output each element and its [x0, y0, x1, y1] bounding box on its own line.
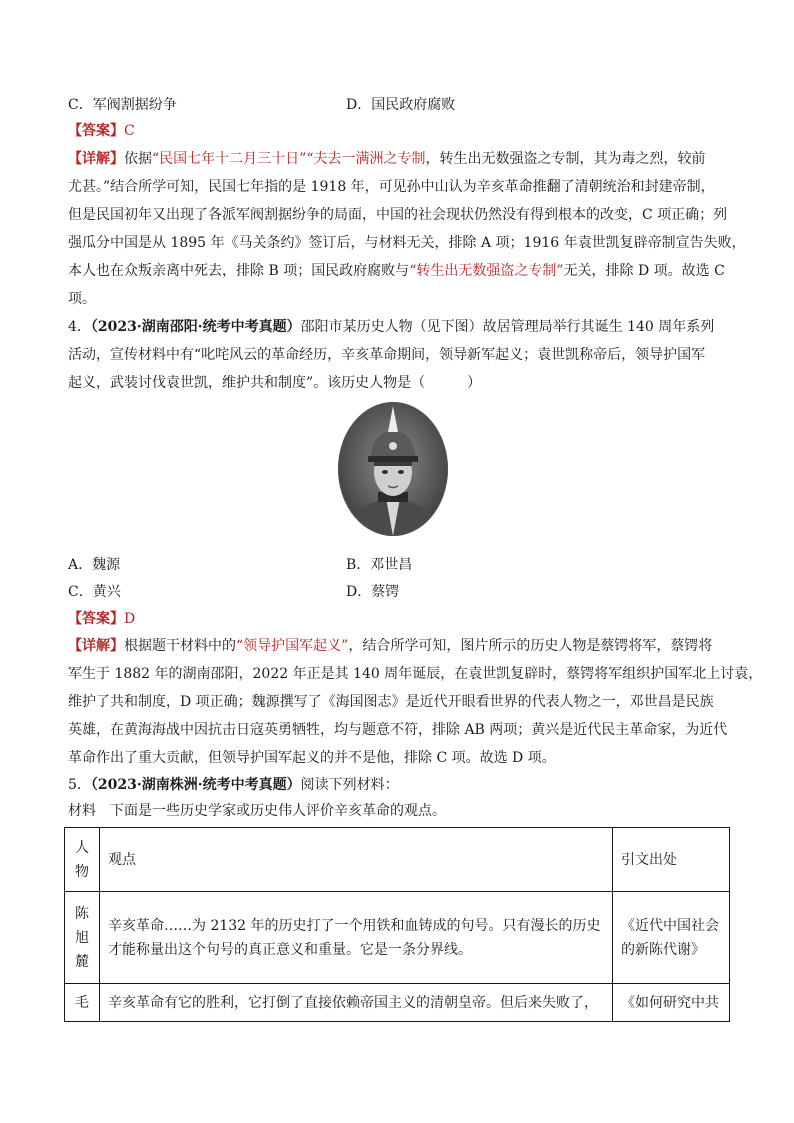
table-row	[65, 892, 730, 984]
q3-detail-line-6: 项。	[68, 291, 96, 307]
answer-value: D	[124, 611, 136, 627]
question-number: 5．	[68, 777, 91, 793]
q4-option-b: B．邓世昌	[346, 557, 413, 573]
q4-detail-line-4: 英雄，在黄海海战中因抗击日寇英勇牺牲，均与题意不符，排除 AB 两项；黄兴是近代民主革命家，为近代	[68, 722, 728, 738]
person-cell: 陈旭麓	[65, 892, 100, 984]
source-cell: 《如何研究中共	[613, 984, 730, 1022]
q3-detail-line-1	[68, 149, 705, 169]
q3-detail-line-2: 尤甚。”结合所学可知，民国七年指的是 1918 年，可见孙中山认为辛亥革命推翻了清朝统治和封建帝制，	[68, 179, 715, 195]
header-cell: 引文出处	[613, 828, 730, 892]
q5-stem	[68, 775, 399, 795]
question-source: （2023·湖南株洲·统考中考真题）	[90, 777, 301, 793]
viewpoint-cell: 辛亥革命……为 2132 年的历史打了一个用铁和血铸成的句号。只有漫长的历史才能称量出这个句号的真正意义和重量。它是一条分界线。	[100, 892, 613, 984]
q4-option-d: D．蔡锷	[346, 584, 400, 600]
table-header-row	[65, 828, 730, 892]
answer-tag: 【答案】	[68, 611, 124, 627]
q4-detail-line-3: 维护了共和制度，D 项正确；魏源撰写了《海国图志》是近代开眼看世界的代表人物之一，邓世昌是民族	[68, 694, 714, 710]
q4-answer	[68, 609, 135, 629]
q4-stem-line-2: 活动，宣传材料中有“叱咤风云的革命经历，辛亥革命期间，领导新军起义；袁世凯称帝后，领导护国军	[68, 347, 706, 363]
q4-option-c: C．黄兴	[68, 584, 121, 600]
detail-text: ，转生出无数强盗之专制，其为毒之烈，较前	[425, 151, 706, 167]
q4-detail-line-5: 革命作出了重大贡献，但领导护国军起义的并不是他，排除 C 项。故选 D 项。	[68, 750, 556, 766]
answer-value: C	[124, 123, 135, 139]
q3-detail-line-3: 但是民国初年又出现了各派军阀割据纷争的局面，中国的社会现状仍然没有得到根本的改变，C 项正确；列	[68, 207, 728, 223]
q4-stem-line-3: 起义，武装讨伐袁世凯，维护共和制度”。该历史人物是（ ）	[68, 375, 482, 391]
answer-tag: 【答案】	[68, 123, 124, 139]
q3-option-d: D．国民政府腐败	[346, 97, 456, 113]
q3-option-c: C．军阀割据纷争	[68, 97, 177, 113]
evaluation-table	[64, 827, 730, 1022]
person-cell: 毛	[65, 984, 100, 1022]
source-cell: 《近代中国社会的新陈代谢》	[613, 892, 730, 984]
detail-text: 依据	[124, 151, 152, 167]
q4-detail-line-2: 军生于 1882 年的湖南邵阳，2022 年正是其 140 周年诞辰，在袁世凯复辟时，蔡锷将军组织护国军北上讨袁，	[68, 666, 763, 682]
q4-option-a: A．魏源	[68, 557, 121, 573]
table-row	[65, 984, 730, 1022]
quoted-text: “转生出无数强盗之专制”	[409, 263, 564, 279]
stem-text: 阅读下列材料：	[300, 777, 399, 793]
detail-text: 本人也在众叛亲离中死去，排除 B 项；国民政府腐败与	[68, 263, 410, 279]
q4-detail-line-1	[68, 636, 712, 656]
detail-text: ，结合所学可知，图片所示的历史人物是蔡锷将军，蔡锷将	[348, 638, 713, 654]
quoted-text: “领导护国军起义”	[236, 638, 349, 654]
question-source: （2023·湖南邵阳·统考中考真题）	[90, 319, 301, 335]
header-cell: 人物	[65, 828, 100, 892]
q4-stem-line-1	[68, 317, 714, 337]
q5-material: 材料 下面是一些历史学家或历史伟人评价辛亥革命的观点。	[68, 803, 446, 819]
q3-answer	[68, 121, 135, 141]
detail-tag: 【详解】	[68, 638, 124, 654]
detail-tag: 【详解】	[68, 151, 124, 167]
detail-text: 无关，排除 D 项。故选 C	[563, 263, 725, 279]
detail-text: 根据题干材料中的	[124, 638, 236, 654]
stem-text: 邵阳市某历史人物（见下图）故居管理局举行其诞生 140 周年系列	[300, 319, 715, 335]
quoted-text: “民国七年十二月三十日”“夫去一满洲之专制	[152, 151, 426, 167]
question-number: 4．	[68, 319, 91, 335]
header-cell: 观点	[100, 828, 613, 892]
portrait-photo	[338, 402, 448, 536]
viewpoint-cell: 辛亥革命有它的胜利，它打倒了直接依赖帝国主义的清朝皇帝。但后来失败了，	[100, 984, 613, 1022]
q3-detail-line-4: 强瓜分中国是从 1895 年《马关条约》签订后，与材料无关，排除 A 项；1916 年袁世凯复辟帝制宣告失败，	[68, 235, 746, 251]
q3-detail-line-5	[68, 261, 725, 281]
